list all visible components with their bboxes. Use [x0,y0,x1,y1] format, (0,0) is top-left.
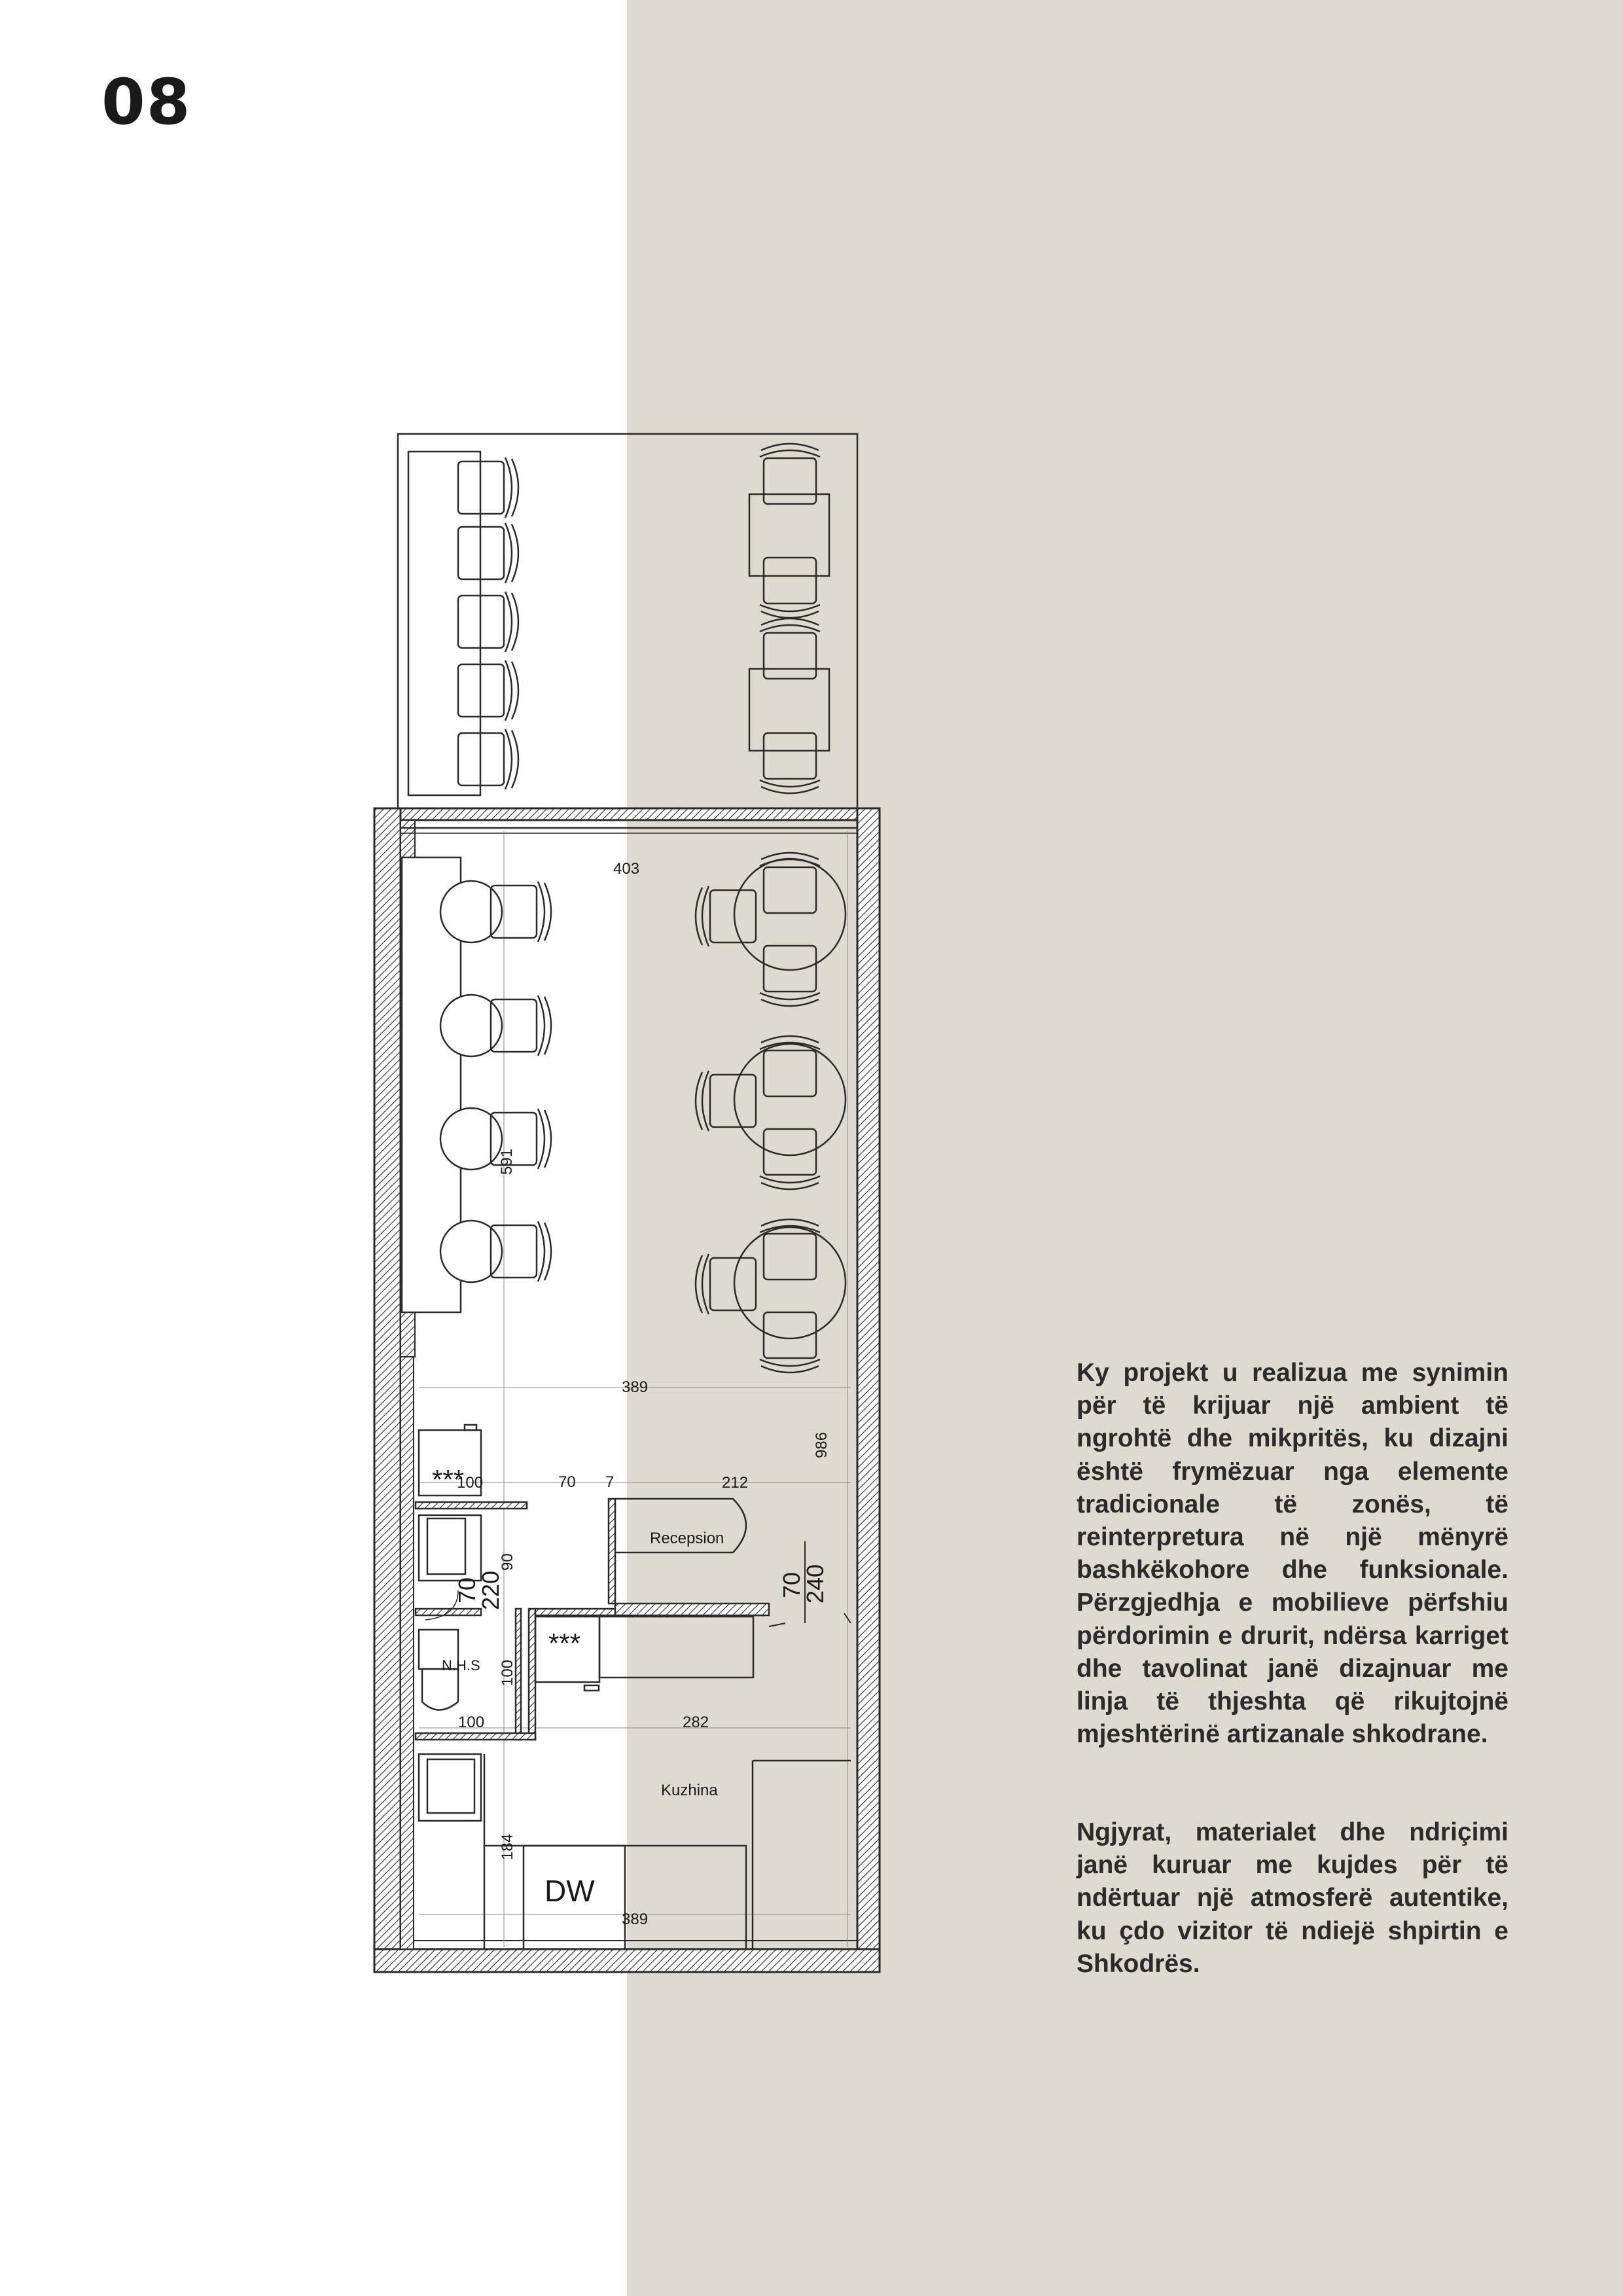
service-area [416,1425,851,1949]
dimension-100-b: 100 [499,1659,516,1686]
page-number: 08 [101,65,192,139]
dimension-403: 403 [613,860,640,878]
description-paragraph-1: Ky projekt u realizua me synimin për të krijuar një ambient të ngrohtë dhe mikpritës, ku dizajni është frymëzuar nga elemente tradicionale të zonës, të reinterpretura në një mënyrë bashkëkohore dhe funksionale. Përzgjedhja e mobilieve përfshiu përdorimin e drurit, ndërsa karriget dhe tavolinat janë dizajnuar me linja të thjeshta që rikujtojnë mjeshtërinë artizanale shkodrane. [1077,1359,1508,1749]
dimension-70-a: 70 [558,1473,576,1491]
dimension-184: 184 [499,1833,516,1860]
round-tables [696,853,846,1372]
dimension-212: 212 [722,1474,749,1492]
dimension-70-c: 70 [778,1571,805,1598]
dimension-389-top: 389 [622,1378,649,1396]
room-label-reception: Recepsion [650,1530,724,1547]
dimension-70-b: 70 [454,1577,480,1604]
room-labels [432,1464,724,1908]
dimension-100-a: 100 [457,1474,484,1492]
dimension-591: 591 [498,1148,516,1175]
dimension-389-bottom: 389 [622,1910,649,1928]
dimension-labels [454,860,830,1928]
room-label-wc: N.H.S [442,1657,480,1674]
dimension-282: 282 [683,1713,709,1731]
dimension-100-c: 100 [458,1713,485,1731]
terrace [398,434,857,814]
dimension-7: 7 [605,1473,615,1491]
description-paragraph-2: Ngjyrat, materialet dhe ndriçimi janë kuruar me kujdes për të ndërtuar një atmosferë autentike, ku çdo vizitor të ndiejë shpirtin e Shkodrës. [1077,1818,1508,1978]
dimension-220: 220 [477,1570,504,1610]
dimension-90: 90 [499,1553,516,1571]
room-label-storage-a: *** [432,1464,465,1495]
bar-counter [402,857,551,1312]
dimension-986: 986 [813,1431,830,1458]
room-label-kitchen: Kuzhina [661,1782,718,1799]
room-label-storage-b: *** [548,1628,581,1659]
dimension-240: 240 [802,1564,829,1604]
room-label-dishwasher: DW [544,1874,595,1908]
